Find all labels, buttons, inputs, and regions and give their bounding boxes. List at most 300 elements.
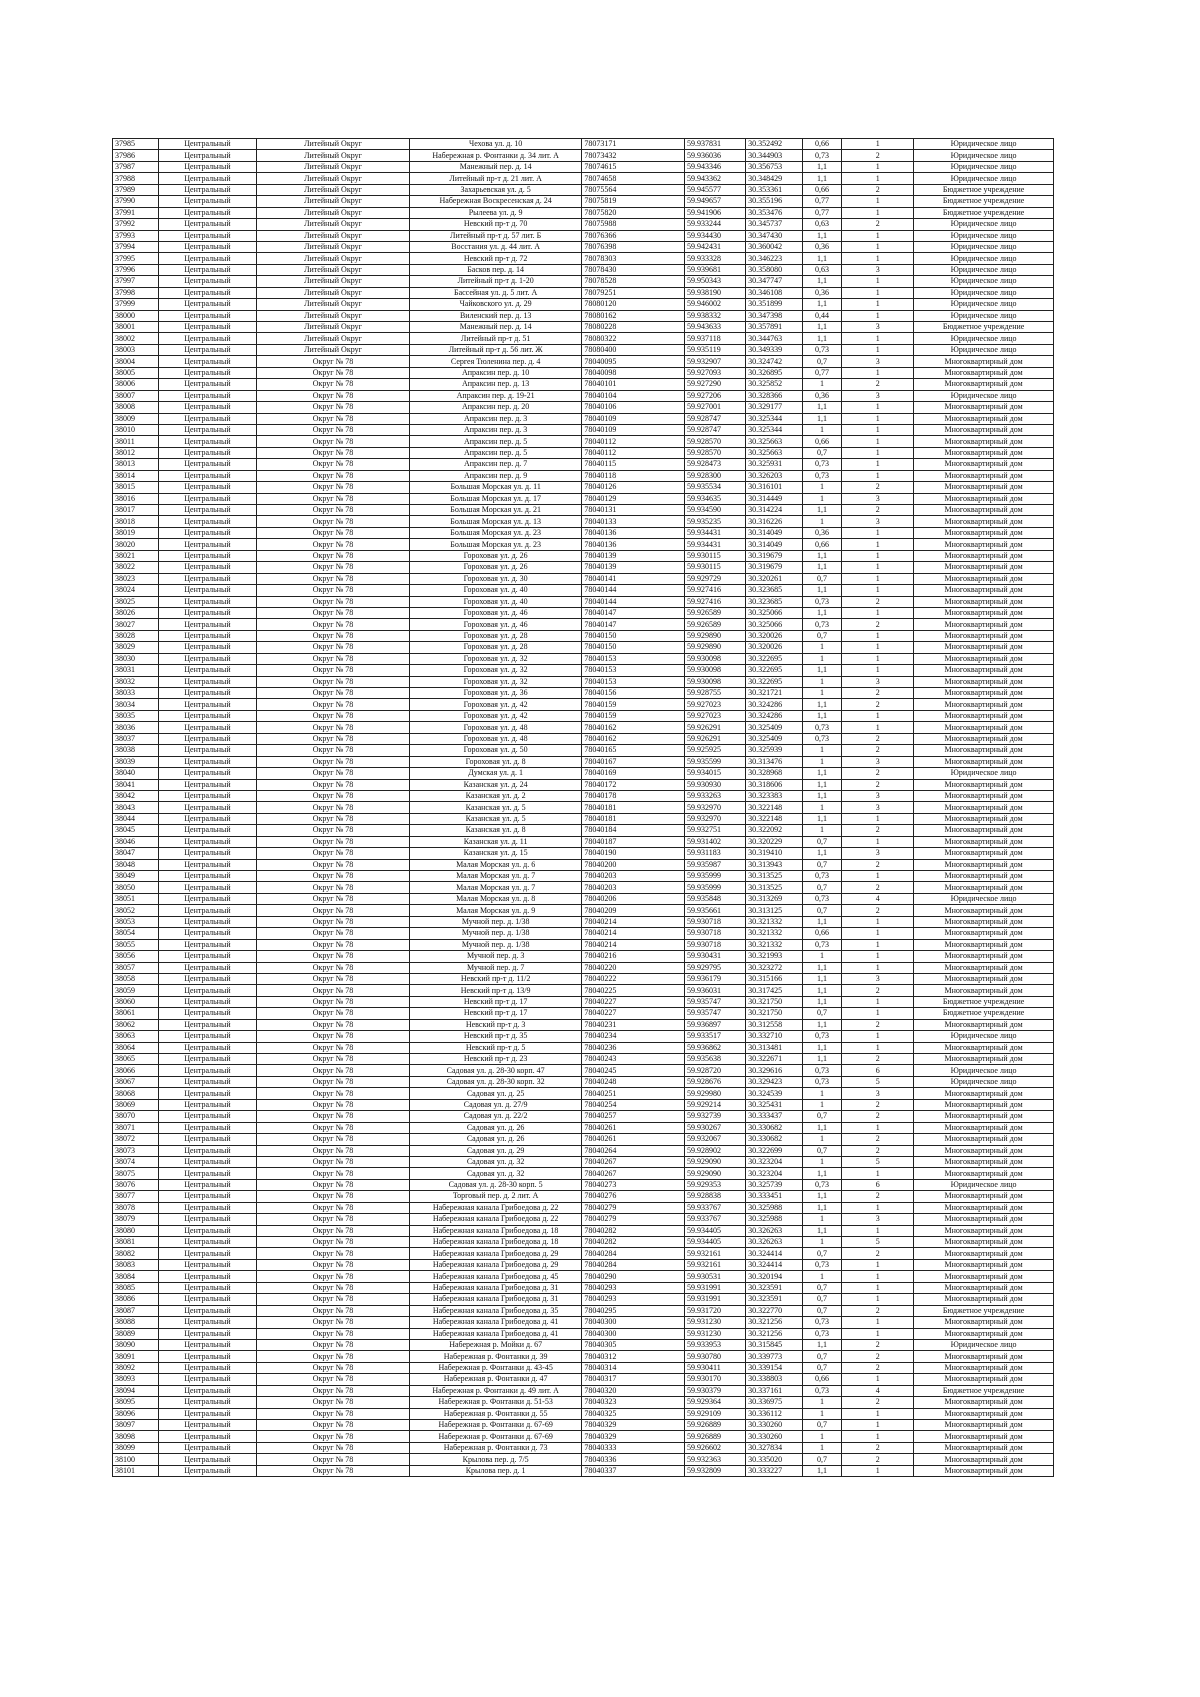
category-cell: Многоквартирный дом [914,779,1054,790]
ratio-cell: 1 [802,1134,841,1145]
code-cell: 78040293 [582,1294,685,1305]
municipal-okrug-cell: Округ № 78 [257,905,410,916]
category-cell: Бюджетное учреждение [914,184,1054,195]
count-cell: 2 [842,733,914,744]
count-cell: 1 [842,402,914,413]
count-cell: 6 [842,1065,914,1076]
category-cell: Многоквартирный дом [914,459,1054,470]
table-row [113,642,1054,653]
code-cell: 78040098 [582,367,685,378]
ratio-cell: 0,7 [802,630,841,641]
municipal-okrug-cell: Округ № 78 [257,1122,410,1133]
latitude-cell: 59.926889 [684,1420,745,1431]
address-cell: Апраксин пер. д. 9 [409,470,581,481]
count-cell: 2 [842,1191,914,1202]
municipal-okrug-cell: Литейный Округ [257,333,410,344]
category-cell: Многоквартирный дом [914,573,1054,584]
ratio-cell: 0,73 [802,1259,841,1270]
longitude-cell: 30.358080 [746,264,803,275]
category-cell: Многоквартирный дом [914,470,1054,481]
ratio-cell: 1 [802,1156,841,1167]
count-cell: 1 [842,585,914,596]
longitude-cell: 30.323204 [746,1156,803,1167]
count-cell: 1 [842,928,914,939]
row-id-cell: 38015 [113,482,159,493]
longitude-cell: 30.321332 [746,928,803,939]
district-cell: Центральный [158,836,256,847]
latitude-cell: 59.932739 [684,1111,745,1122]
count-cell: 1 [842,962,914,973]
table-row [113,951,1054,962]
ratio-cell: 1,1 [802,173,841,184]
code-cell: 78040095 [582,356,685,367]
table-row [113,973,1054,984]
category-cell: Бюджетное учреждение [914,196,1054,207]
latitude-cell: 59.928902 [684,1145,745,1156]
ratio-cell: 1 [802,1214,841,1225]
table-row [113,1454,1054,1465]
code-cell: 78040214 [582,916,685,927]
address-cell: Гороховая ул. д. 28 [409,630,581,641]
district-cell: Центральный [158,779,256,790]
category-cell: Юридическое лицо [914,150,1054,161]
district-cell: Центральный [158,1122,256,1133]
count-cell: 1 [842,196,914,207]
municipal-okrug-cell: Округ № 78 [257,1294,410,1305]
longitude-cell: 30.325988 [746,1202,803,1213]
ratio-cell: 0,36 [802,527,841,538]
code-cell: 78040329 [582,1431,685,1442]
row-id-cell: 38067 [113,1076,159,1087]
category-cell: Юридическое лицо [914,276,1054,287]
district-cell: Центральный [158,676,256,687]
row-id-cell: 38063 [113,1031,159,1042]
row-id-cell: 37986 [113,150,159,161]
count-cell: 1 [842,996,914,1007]
longitude-cell: 30.356753 [746,161,803,172]
municipal-okrug-cell: Литейный Округ [257,322,410,333]
district-cell: Центральный [158,1420,256,1431]
row-id-cell: 37987 [113,161,159,172]
municipal-okrug-cell: Округ № 78 [257,539,410,550]
address-cell: Невский пр-т д. 35 [409,1031,581,1042]
latitude-cell: 59.932907 [684,356,745,367]
latitude-cell: 59.928676 [684,1076,745,1087]
longitude-cell: 30.321750 [746,996,803,1007]
address-cell: Набережная р. Фонтанки д. 73 [409,1442,581,1453]
code-cell: 78040284 [582,1259,685,1270]
table-row [113,1431,1054,1442]
row-id-cell: 38098 [113,1431,159,1442]
code-cell: 78040126 [582,482,685,493]
table-row [113,1065,1054,1076]
address-cell: Набережная канала Грибоедова д. 29 [409,1248,581,1259]
latitude-cell: 59.929890 [684,642,745,653]
table-row [113,1042,1054,1053]
category-cell: Многоквартирный дом [914,985,1054,996]
count-cell: 1 [842,539,914,550]
count-cell: 2 [842,1442,914,1453]
category-cell: Юридическое лицо [914,390,1054,401]
latitude-cell: 59.933244 [684,219,745,230]
address-cell: Невский пр-т д. 3 [409,1019,581,1030]
address-cell: Малая Морская ул. д. 6 [409,859,581,870]
table-row [113,596,1054,607]
table-row [113,161,1054,172]
latitude-cell: 59.930098 [684,665,745,676]
latitude-cell: 59.936031 [684,985,745,996]
municipal-okrug-cell: Округ № 78 [257,848,410,859]
address-cell: Чехова ул. д. 10 [409,139,581,150]
ratio-cell: 1,1 [802,973,841,984]
district-cell: Центральный [158,1031,256,1042]
longitude-cell: 30.355196 [746,196,803,207]
category-cell: Бюджетное учреждение [914,1008,1054,1019]
table-row [113,390,1054,401]
category-cell: Многоквартирный дом [914,882,1054,893]
ratio-cell: 1,1 [802,299,841,310]
row-id-cell: 38069 [113,1099,159,1110]
table-row [113,1214,1054,1225]
latitude-cell: 59.938190 [684,287,745,298]
ratio-cell: 0,66 [802,139,841,150]
table-row [113,402,1054,413]
ratio-cell: 1 [802,825,841,836]
count-cell: 1 [842,470,914,481]
ratio-cell: 1 [802,482,841,493]
municipal-okrug-cell: Литейный Округ [257,344,410,355]
category-cell: Многоквартирный дом [914,379,1054,390]
longitude-cell: 30.330682 [746,1134,803,1145]
table-row [113,1134,1054,1145]
ratio-cell: 0,7 [802,882,841,893]
longitude-cell: 30.322695 [746,676,803,687]
latitude-cell: 59.930930 [684,779,745,790]
municipal-okrug-cell: Округ № 78 [257,379,410,390]
count-cell: 2 [842,1134,914,1145]
address-cell: Апраксин пер. д. 13 [409,379,581,390]
row-id-cell: 38023 [113,573,159,584]
code-cell: 78040139 [582,550,685,561]
longitude-cell: 30.347398 [746,310,803,321]
category-cell: Многоквартирный дом [914,1317,1054,1328]
code-cell: 78040200 [582,859,685,870]
row-id-cell: 38072 [113,1134,159,1145]
address-cell: Гороховая ул. д. 30 [409,573,581,584]
ratio-cell: 1,1 [802,333,841,344]
longitude-cell: 30.339154 [746,1362,803,1373]
address-cell: Апраксин пер. д. 5 [409,447,581,458]
table-row [113,1328,1054,1339]
municipal-okrug-cell: Литейный Округ [257,230,410,241]
table-row [113,1031,1054,1042]
address-cell: Манежный пер. д. 14 [409,322,581,333]
count-cell: 1 [842,642,914,653]
row-id-cell: 37994 [113,241,159,252]
table-row [113,1397,1054,1408]
table-row [113,550,1054,561]
district-cell: Центральный [158,871,256,882]
municipal-okrug-cell: Округ № 78 [257,1248,410,1259]
code-cell: 78040206 [582,893,685,904]
ratio-cell: 0,73 [802,871,841,882]
count-cell: 1 [842,413,914,424]
table-row [113,699,1054,710]
district-cell: Центральный [158,1179,256,1190]
ratio-cell: 1,1 [802,1191,841,1202]
municipal-okrug-cell: Округ № 78 [257,710,410,721]
row-id-cell: 38062 [113,1019,159,1030]
count-cell: 1 [842,1259,914,1270]
count-cell: 3 [842,848,914,859]
count-cell: 2 [842,1397,914,1408]
latitude-cell: 59.936862 [684,1042,745,1053]
code-cell: 78040243 [582,1054,685,1065]
district-cell: Центральный [158,1168,256,1179]
address-cell: Литейный пр-т д. 56 лит. Ж [409,344,581,355]
latitude-cell: 59.933767 [684,1202,745,1213]
longitude-cell: 30.322770 [746,1305,803,1316]
count-cell: 2 [842,184,914,195]
ratio-cell: 1 [802,1099,841,1110]
longitude-cell: 30.328968 [746,768,803,779]
category-cell: Юридическое лицо [914,253,1054,264]
table-row [113,733,1054,744]
count-cell: 2 [842,882,914,893]
municipal-okrug-cell: Округ № 78 [257,1431,410,1442]
row-id-cell: 38051 [113,893,159,904]
row-id-cell: 38049 [113,871,159,882]
municipal-okrug-cell: Литейный Округ [257,196,410,207]
count-cell: 1 [842,871,914,882]
code-cell: 78040300 [582,1317,685,1328]
ratio-cell: 1,1 [802,768,841,779]
category-cell: Многоквартирный дом [914,790,1054,801]
table-row [113,848,1054,859]
table-row [113,322,1054,333]
longitude-cell: 30.347430 [746,230,803,241]
district-cell: Центральный [158,768,256,779]
longitude-cell: 30.344763 [746,333,803,344]
latitude-cell: 59.929090 [684,1156,745,1167]
row-id-cell: 38091 [113,1351,159,1362]
longitude-cell: 30.326263 [746,1237,803,1248]
category-cell: Многоквартирный дом [914,413,1054,424]
code-cell: 78040317 [582,1374,685,1385]
count-cell: 1 [842,562,914,573]
ratio-cell: 1 [802,745,841,756]
category-cell: Многоквартирный дом [914,939,1054,950]
table-row [113,184,1054,195]
ratio-cell: 0,66 [802,1374,841,1385]
district-cell: Центральный [158,985,256,996]
municipal-okrug-cell: Округ № 78 [257,642,410,653]
ratio-cell: 1,1 [802,699,841,710]
address-cell: Мучной пер. д. 1/38 [409,939,581,950]
category-cell: Многоквартирный дом [914,1465,1054,1476]
latitude-cell: 59.934431 [684,539,745,550]
count-cell: 1 [842,367,914,378]
municipal-okrug-cell: Округ № 78 [257,470,410,481]
row-id-cell: 38026 [113,607,159,618]
ratio-cell: 0,7 [802,1294,841,1305]
category-cell: Многоквартирный дом [914,1088,1054,1099]
address-cell: Набережная р. Фонтанки д. 43-45 [409,1362,581,1373]
district-cell: Центральный [158,299,256,310]
ratio-cell: 1,1 [802,985,841,996]
row-id-cell: 38016 [113,493,159,504]
ratio-cell: 0,7 [802,1008,841,1019]
ratio-cell: 1 [802,1408,841,1419]
district-cell: Центральный [158,1225,256,1236]
category-cell: Многоквартирный дом [914,756,1054,767]
address-cell: Мучной пер. д. 1/38 [409,916,581,927]
count-cell: 1 [842,299,914,310]
longitude-cell: 30.325852 [746,379,803,390]
municipal-okrug-cell: Округ № 78 [257,493,410,504]
table-row [113,562,1054,573]
municipal-okrug-cell: Округ № 78 [257,1168,410,1179]
longitude-cell: 30.326203 [746,470,803,481]
code-cell: 78040222 [582,973,685,984]
latitude-cell: 59.933263 [684,790,745,801]
count-cell: 1 [842,939,914,950]
code-cell: 78040257 [582,1111,685,1122]
district-cell: Центральный [158,459,256,470]
municipal-okrug-cell: Округ № 78 [257,1214,410,1225]
code-cell: 78040295 [582,1305,685,1316]
longitude-cell: 30.338803 [746,1374,803,1385]
district-cell: Центральный [158,402,256,413]
longitude-cell: 30.322699 [746,1145,803,1156]
table-row [113,139,1054,150]
code-cell: 78040276 [582,1191,685,1202]
latitude-cell: 59.930531 [684,1271,745,1282]
latitude-cell: 59.927001 [684,402,745,413]
category-cell: Многоквартирный дом [914,928,1054,939]
category-cell: Юридическое лицо [914,219,1054,230]
code-cell: 78040190 [582,848,685,859]
municipal-okrug-cell: Округ № 78 [257,516,410,527]
longitude-cell: 30.325409 [746,733,803,744]
count-cell: 1 [842,1271,914,1282]
address-cell: Крылова пер. д. 1 [409,1465,581,1476]
district-cell: Центральный [158,745,256,756]
count-cell: 2 [842,150,914,161]
municipal-okrug-cell: Округ № 78 [257,482,410,493]
longitude-cell: 30.323383 [746,790,803,801]
municipal-okrug-cell: Округ № 78 [257,356,410,367]
ratio-cell: 0,73 [802,893,841,904]
table-row [113,710,1054,721]
ratio-cell: 1,1 [802,322,841,333]
row-id-cell: 38095 [113,1397,159,1408]
longitude-cell: 30.345737 [746,219,803,230]
count-cell: 3 [842,493,914,504]
district-cell: Центральный [158,1042,256,1053]
table-row [113,310,1054,321]
longitude-cell: 30.330682 [746,1122,803,1133]
municipal-okrug-cell: Округ № 78 [257,962,410,973]
longitude-cell: 30.315845 [746,1339,803,1350]
code-cell: 78040162 [582,733,685,744]
latitude-cell: 59.928838 [684,1191,745,1202]
code-cell: 78040169 [582,768,685,779]
municipal-okrug-cell: Округ № 78 [257,1408,410,1419]
district-cell: Центральный [158,848,256,859]
code-cell: 78040216 [582,951,685,962]
row-id-cell: 38080 [113,1225,159,1236]
table-row [113,985,1054,996]
municipal-okrug-cell: Округ № 78 [257,745,410,756]
latitude-cell: 59.932161 [684,1259,745,1270]
table-row [113,756,1054,767]
category-cell: Многоквартирный дом [914,1145,1054,1156]
longitude-cell: 30.322695 [746,653,803,664]
code-cell: 78040131 [582,505,685,516]
row-id-cell: 38007 [113,390,159,401]
municipal-okrug-cell: Округ № 78 [257,1305,410,1316]
ratio-cell: 1,1 [802,1019,841,1030]
municipal-okrug-cell: Округ № 78 [257,1385,410,1396]
code-cell: 78040203 [582,882,685,893]
category-cell: Юридическое лицо [914,139,1054,150]
category-cell: Многоквартирный дом [914,1202,1054,1213]
table-row [113,630,1054,641]
latitude-cell: 59.934405 [684,1225,745,1236]
category-cell: Юридическое лицо [914,287,1054,298]
longitude-cell: 30.313476 [746,756,803,767]
latitude-cell: 59.929109 [684,1408,745,1419]
row-id-cell: 38099 [113,1442,159,1453]
count-cell: 2 [842,1054,914,1065]
code-cell: 78040112 [582,447,685,458]
ratio-cell: 1,1 [802,402,841,413]
count-cell: 1 [842,813,914,824]
code-cell: 78040325 [582,1408,685,1419]
district-cell: Центральный [158,219,256,230]
row-id-cell: 37989 [113,184,159,195]
district-cell: Центральный [158,756,256,767]
address-cell: Набережная канала Грибоедова д. 22 [409,1202,581,1213]
district-cell: Центральный [158,1008,256,1019]
category-cell: Многоквартирный дом [914,642,1054,653]
municipal-okrug-cell: Округ № 78 [257,1374,410,1385]
table-row [113,1019,1054,1030]
table-row [113,1008,1054,1019]
ratio-cell: 1,1 [802,710,841,721]
category-cell: Многоквартирный дом [914,1042,1054,1053]
longitude-cell: 30.319679 [746,550,803,561]
latitude-cell: 59.929364 [684,1397,745,1408]
table-row [113,424,1054,435]
count-cell: 1 [842,653,914,664]
latitude-cell: 59.928747 [684,424,745,435]
ratio-cell: 0,73 [802,619,841,630]
latitude-cell: 59.926589 [684,619,745,630]
municipal-okrug-cell: Литейный Округ [257,150,410,161]
category-cell: Юридическое лицо [914,241,1054,252]
longitude-cell: 30.346108 [746,287,803,298]
district-cell: Центральный [158,573,256,584]
ratio-cell: 1,1 [802,1168,841,1179]
district-cell: Центральный [158,699,256,710]
district-cell: Центральный [158,1351,256,1362]
category-cell: Юридическое лицо [914,230,1054,241]
table-body [113,139,1054,1477]
longitude-cell: 30.322671 [746,1054,803,1065]
row-id-cell: 38029 [113,642,159,653]
